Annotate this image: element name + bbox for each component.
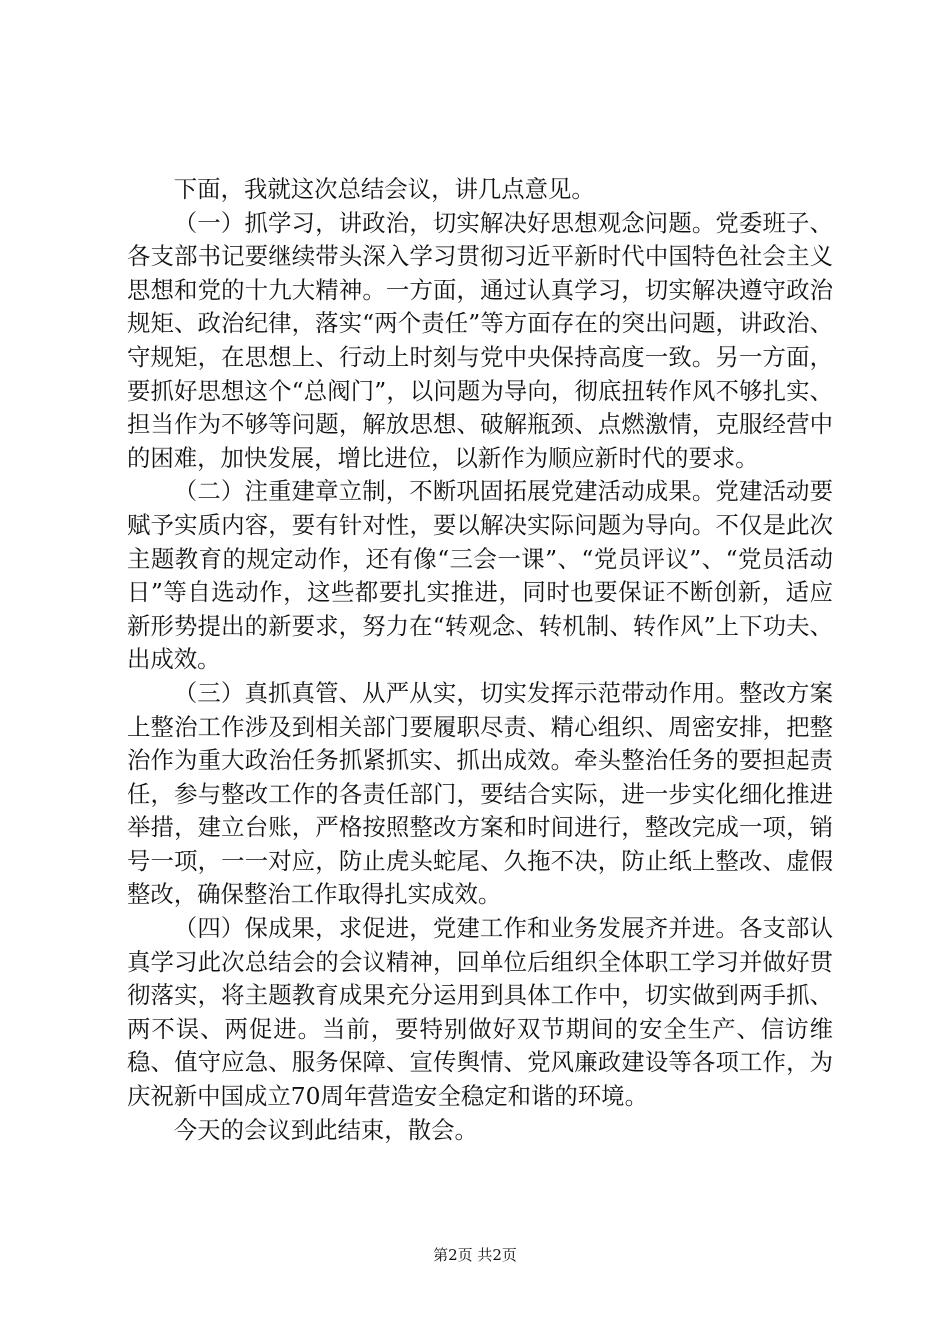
page-footer: 第2页 共2页: [433, 1246, 517, 1264]
paragraph-intro: 下面，我就这次总结会议，讲几点意见。: [173, 175, 595, 203]
paragraph-point-3: （三）真抓真管、从严从实，切实发挥示范带动作用。整改方案上整治工作涉及到相关部门要履职尽责、精心组织、周密安排，把整治作为重大政治任务抓紧抓实、抓出成效。牵头整治任务的要担起责任，参与整改工作的各责任部门，要结合实际，进一步实化细化推进举措，建立台账，严格按照整改方案和时间进行，整改完成一项，销号一项，一一对应，防止虎头蛇尾、久拖不决，防止纸上整改、虚假整改，确保整治工作取得扎实成效。: [127, 678, 833, 909]
paragraph-point-1: （一）抓学习，讲政治，切实解决好思想观念问题。党委班子、各支部书记要继续带头深入学习贯彻习近平新时代中国特色社会主义思想和党的十九大精神。一方面，通过认真学习，切实解决遵守政治规矩、政治纪律，落实“两个责任”等方面存在的突出问题，讲政治、守规矩，在思想上、行动上时刻与党中央保持高度一致。另一方面，要抓好思想这个“总阀门”，以问题为导向，彻底扭转作风不够扎实、担当作为不够等问题，解放思想、破解瓶颈、点燃激情，克服经营中的困难，加快发展，增比进位，以新作为顺应新时代的要求。: [127, 208, 833, 472]
document-body: [127, 173, 833, 1147]
paragraph-closing: 今天的会议到此结束，散会。: [173, 1115, 478, 1144]
paragraph-point-4: （四）保成果，求促进，党建工作和业务发展齐并进。各支部认真学习此次总结会的会议精神，回单位后组织全体职工学习并做好贯彻落实，将主题教育成果充分运用到具体工作中，切实做到两手抓、两不误、两促进。当前，要特别做好双节期间的安全生产、信访维稳、值守应急、服务保障、宣传舆情、党风廉政建设等各项工作，为庆祝新中国成立70周年营造安全稳定和谐的环境。: [127, 914, 833, 1111]
paragraph-point-2: （二）注重建章立制，不断巩固拓展党建活动成果。党建活动要赋予实质内容，要有针对性，要以解决实际问题为导向。不仅是此次主题教育的规定动作，还有像“三会一课”、“党员评议”、“党员活动日”等自选动作，这些都要扎实推进，同时也要保证不断创新，适应新形势提出的新要求，努力在“转观念、转机制、转作风”上下功夫、出成效。: [127, 477, 833, 674]
